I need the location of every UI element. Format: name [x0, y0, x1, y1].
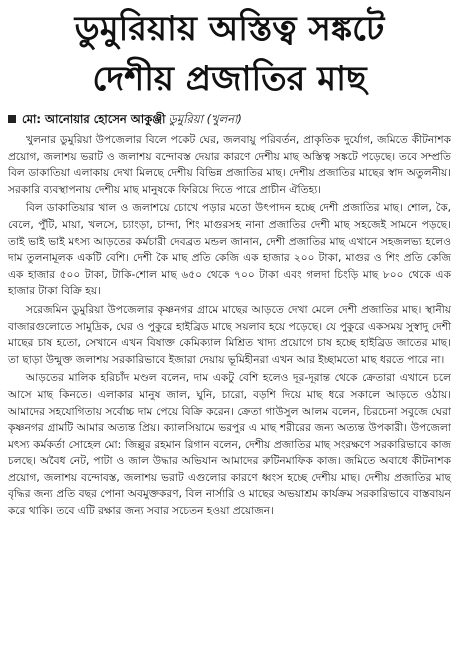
byline-location: ডুমুরিয়া (খুলনা) — [168, 112, 242, 126]
byline-author: মো: আনোয়ার হোসেন আকুঞ্জী — [22, 112, 166, 126]
article-headline — [8, 4, 451, 104]
byline — [8, 110, 451, 128]
article-paragraph-4: আড়তের মালিক হরিচাঁদ মণ্ডল বলেন, দাম একটু বেশি হলেও দূর-দূরান্ত থেকে ক্রেতারা এখানে চলে আসে মাছ কিনতে। এলাকার মানুষ জাল, ঘুনি, চারো, বড়শি দিয়ে মাছ ধরে সকালে আড়তে ওঠায়। আমাদের সহযোগিতায় সর্বোচ্চ দাম পেয়ে বিক্রি করেন। ক্রেতা গাউসুল আলম বলেন, চিরচেনা সবুজে ঘেরা কৃষ্ণনগর গ্রামটি আমার অত্যন্ত প্রিয়। ক্যালসিয়ামে ভরপুর এ মাছ শরীরের জন্য অত্যন্ত উপকারী। উপজেলা মৎস্য কর্মকর্তা সোহেল মো: জিল্লুর রহমান রিগান বলেন, দেশীয় প্রজাতির মাছ সংরক্ষণে সরকারিভাবে কাজ চলছে। অবৈধ নেট, পাটা ও জাল উদ্ধার অভিযান আমাদের রুটিনমাফিক কাজ। জমিতে অবাধে কীটনাশক প্রয়োগ, জলাশয় বন্দোবস্ত, জলাশয় ভরাট এগুলোর কারণে ধ্বংস হচ্ছে দেশীয় মাছ। দেশীয় প্রজাতির মাছ বৃদ্ধির জন্য প্রতি বছর পোনা অবমুক্তকরণ, বিল নার্সারি ও মাছের অভয়াশ্রম কার্যক্রম সরকারিভাবে বাস্তবায়ন করে থাকি। তবে এটি রক্ষার জন্য সবার সচেতন হওয়া প্রয়োজন। — [8, 372, 451, 518]
article-paragraph-2: বিল ডাকাতিয়ার খাল ও জলাশয়ে চোখে পড়ার মতো উৎপাদন হচ্ছে দেশী প্রজাতির মাছ। শোল, কৈ, বেলে, পুঁটি, মায়া, খলসে, চ্যাংড়া, চান্দা, শিং মাগুরসহ নানা প্রজাতির দেশী মাছ সহজেই সামনে পড়ছে। তাই ভাই ভাই মৎস্য আড়তের কর্মচারী দেবব্রত মন্ডল জানান, দেশী প্রজাতির মাছ এখানে সহজলভ্য হলেও দাম তুলনামূলক একটি বেশি। দেশী কৈ মাছ প্রতি কেজি এক হাজার ২০০ টাকা, মাগুর ও শিং প্রতি কেজি এক হাজার ৫০০ টাকা, টাকি-শোল মাছ ৬৫০ থেকে ৭০০ টাকা এবং গলদা চিংড়ি মাছ ৮০০ থেকে এক হাজার টাকা বিক্রি হয়। — [8, 202, 451, 298]
article-paragraph-3: সরেজমিন ডুমুরিয়া উপজেলার কৃষ্ণনগর গ্রামে মাছের আড়তে দেখা মেলে দেশী প্রজাতির মাছ। স্থানীয় বাজারগুলোতে সামুদ্রিক, ঘের ও পুকুরে হাইব্রিড মাছে সয়লাব হয়ে পড়েছে। যে পুকুরে একসময় সুস্বাদু দেশী মাছের চাষ হতো, সেখানে এখন বিষাক্ত কেমিক্যাল মিশ্রিত খাদ্য প্রয়োগে চাষ হচ্ছে হাইব্রিড জাতের মাছ। তা ছাড়া উন্মুক্ত জলাশয় সরকারিভাবে ইজারা দেয়ায় ভূমিহীনরা এখন আর ইচ্ছামতো মাছ ধরতে পারে না। — [8, 303, 451, 366]
headline-line-1: ডুমুরিয়ায় অস্তিত্ব সঙ্কটে — [74, 9, 385, 49]
square-bullet-icon — [8, 115, 16, 123]
article-paragraph-1: খুলনার ডুমুরিয়া উপজেলার বিলে পকেট ঘের, জলবায়ু পরিবর্তন, প্রাকৃতিক দুর্যোগ, জমিতে কীটনাশক প্রয়োগ, জলাশয় ভরাট ও জলাশয় বন্দোবস্ত দেয়ার কারণে দেশীয় মাছ অস্তিত্ব সঙ্কটে পড়েছে। তবে সম্প্রতি বিল ডাকাতিয়া এলাকায় দেখা মিলছে দেশীয় বিভিন্ন প্রজাতির মাছ। দেশীয় প্রজাতির মাছের স্বাদ অতুলনীয়। সরকারি ব্যবস্থাপনায় দেশীয় মাছ মানুষকে ফিরিয়ে দিতে পারে প্রাচীন ঐতিহ্য। — [8, 134, 451, 196]
article-body — [8, 132, 451, 520]
headline-line-2: দেশীয় প্রজাতির মাছ — [92, 59, 367, 99]
